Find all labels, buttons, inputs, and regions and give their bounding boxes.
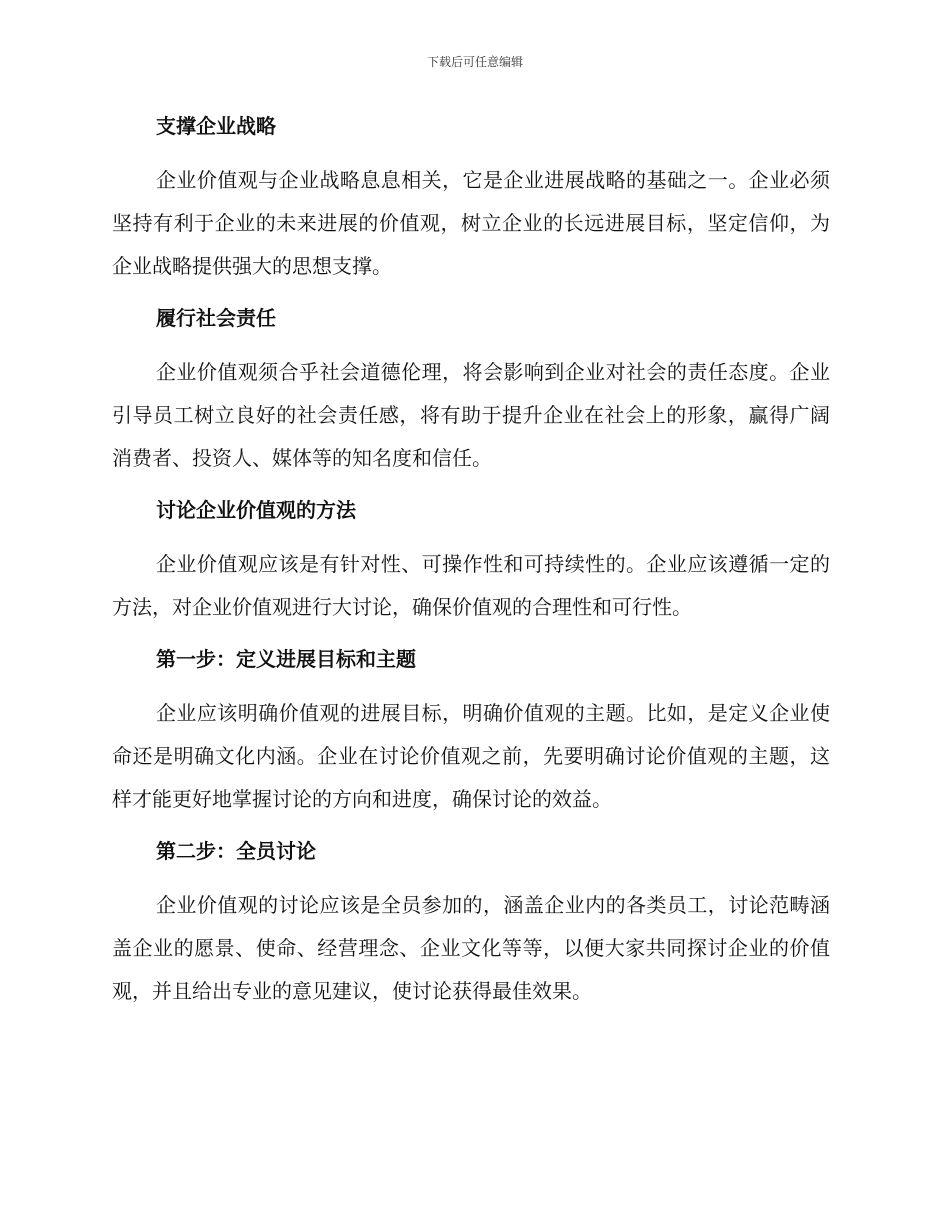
section-support-strategy	[112, 106, 830, 288]
section-paragraph: 企业价值观的讨论应该是全员参加的，涵盖企业内的各类员工，讨论范畴涵盖企业的愿景、使命、经营理念、企业文化等等，以便大家共同探讨企业的价值观，并且给出专业的意见建议，使讨论获得最佳效果。	[112, 893, 830, 1003]
section-heading: 讨论企业价值观的方法	[156, 498, 356, 522]
section-social-responsibility	[112, 298, 830, 480]
section-heading: 履行社会责任	[156, 306, 276, 330]
document-body	[112, 106, 830, 1023]
section-paragraph: 企业应该明确价值观的进展目标，明确价值观的主题。比如，是定义企业使命还是明确文化内涵。企业在讨论价值观之前，先要明确讨论价值观的主题，这样才能更好地掌握讨论的方向和进度，确保讨论的效益。	[112, 701, 830, 811]
section-step-one	[112, 639, 830, 821]
section-heading: 第一步：定义进展目标和主题	[156, 647, 416, 671]
section-paragraph: 企业价值观应该是有针对性、可操作性和可持续性的。企业应该遵循一定的方法，对企业价值观进行大讨论，确保价值观的合理性和可行性。	[112, 552, 830, 619]
section-heading: 支撑企业战略	[156, 114, 276, 138]
section-paragraph: 企业价值观与企业战略息息相关，它是企业进展战略的基础之一。企业必须坚持有利于企业的未来进展的价值观，树立企业的长远进展目标，坚定信仰，为企业战略提供强大的思想支撑。	[112, 168, 830, 278]
section-paragraph: 企业价值观须合乎社会道德伦理，将会影响到企业对社会的责任态度。企业引导员工树立良好的社会责任感，将有助于提升企业在社会上的形象，赢得广阔消费者、投资人、媒体等的知名度和信任。	[112, 360, 830, 470]
section-discussion-method	[112, 490, 830, 629]
header-note: 下载后可任意编辑	[426, 55, 523, 69]
section-step-two	[112, 831, 830, 1013]
section-heading: 第二步：全员讨论	[156, 839, 316, 863]
